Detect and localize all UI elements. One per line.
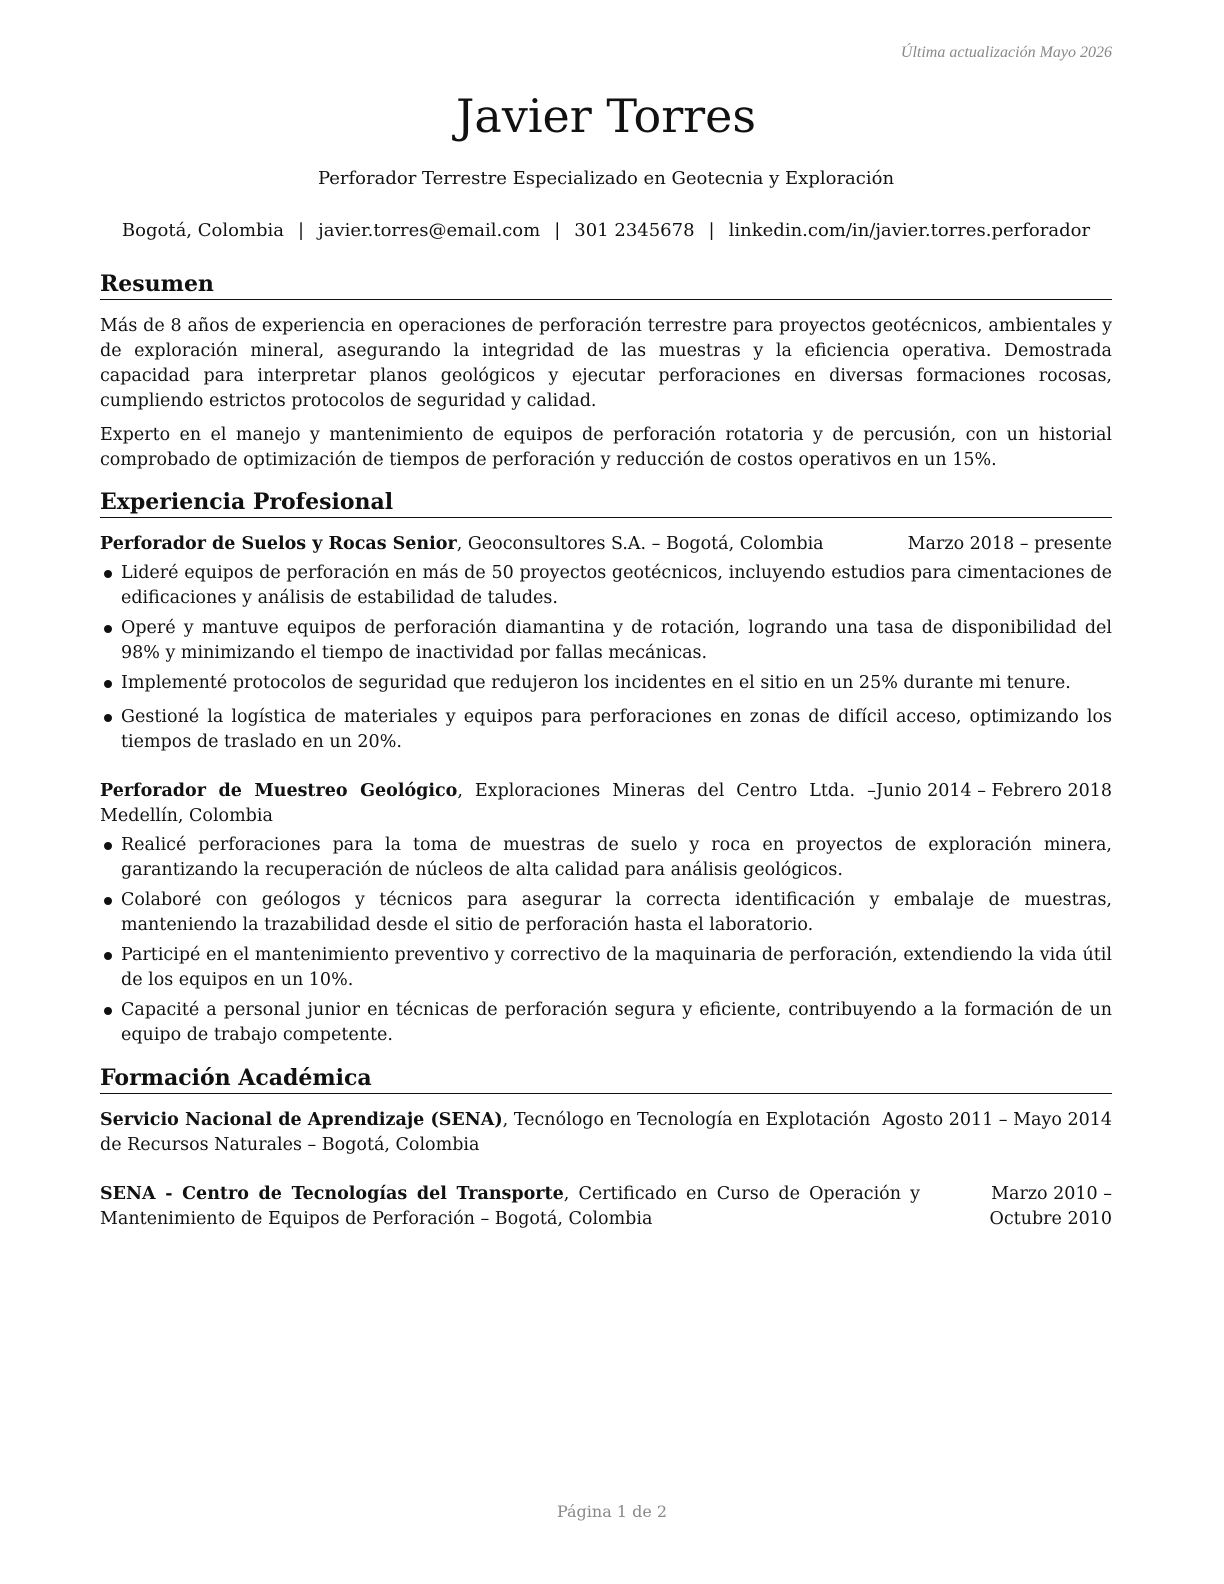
bullet-item [100,671,1112,696]
experience-section [100,488,1112,1048]
contact-location: Bogotá, Colombia [121,220,285,241]
job-dates: Junio 2014 – Febrero 2018 [875,781,1112,801]
candidate-name: Javier Torres [455,89,756,143]
bullet-icon [104,714,112,722]
bullet-item [100,833,1112,883]
bullet-icon [104,680,112,688]
bullet-icon [104,897,112,905]
section-title-education: Formación Académica [100,1064,1112,1094]
bullet-item [100,998,1112,1048]
bullet-item [100,943,1112,993]
bullet-text: Colaboré con geólogos y técnicos para asegurar la correcta identificación y embalaje de muestras, manteniendo la trazabilidad desde el sitio de perforación hasta el laboratorio. [121,890,1112,935]
contact-line [100,219,1112,243]
summary-paragraph: Experto en el manejo y mantenimiento de equipos de perforación rotatoria y de percusión, con un historial comprobado de optimización de tiempos de perforación y reducción de costos operativos en un 15%. [100,425,1112,470]
bullet-text: Realicé perforaciones para la toma de muestras de suelo y roca en proyectos de exploración minera, garantizando la recuperación de núcleos de alta calidad para análisis geológicos. [121,835,1112,880]
job-dates: Marzo 2018 – presente [907,534,1112,554]
bullet-item [100,561,1112,611]
section-title-summary: Resumen [100,270,1112,300]
separator: | [708,220,715,241]
separator: | [298,220,305,241]
summary-paragraph: Más de 8 años de experiencia en operaciones de perforación terrestre para proyectos geotécnicos, ambientales y de exploración mineral, asegurando la integridad de las muestras y la eficiencia operativa. Demostrada capacidad para interpretar planos geológicos y ejecutar perforaciones en diversas formaciones rocosas, cumpliendo estrictos protocolos de seguridad y calidad. [100,316,1112,411]
education-institution: SENA - Centro de Tecnologías del Transporte [100,1184,564,1204]
summary-section [100,270,1112,473]
bullet-text: Implementé protocolos de seguridad que redujeron los incidentes en el sitio en un 25% durante mi tenure. [121,673,1071,693]
headline: Perforador Terrestre Especializado en Geotecnia y Exploración [317,168,895,189]
bullet-icon [104,1007,112,1015]
bullet-icon [104,570,112,578]
education-detail: , Tecnólogo en Tecnología en Explotación de Recursos Naturales – Bogotá, Colombia [100,1110,871,1155]
page-number: Página 1 de 2 [556,1502,668,1521]
education-entry [100,1182,1112,1232]
education-detail: , Certificado en Curso de Operación y Mantenimiento de Equipos de Perforación – Bogotá, Colombia [100,1184,920,1229]
bullet-item [100,616,1112,666]
job-entry [100,779,1112,1048]
last-updated: Última actualización Mayo 2026 [900,44,1112,61]
job-role: Perforador de Muestreo Geológico [100,781,458,801]
bullet-text: Participé en el mantenimiento preventivo y correctivo de la maquinaria de perforación, extendiendo la vida útil de los equipos en un 10%. [121,945,1112,990]
bullet-text: Gestioné la logística de materiales y equipos para perforaciones en zonas de difícil acceso, optimizando los tiempos de traslado en un 20%. [121,707,1112,752]
job-role: Perforador de Suelos y Rocas Senior [100,534,457,554]
bullet-item [100,705,1112,755]
job-header [100,779,1112,829]
contact-linkedin[interactable]: linkedin.com/in/javier.torres.perforador [728,220,1091,241]
bullet-text: Operé y mantuve equipos de perforación diamantina y de rotación, logrando una tasa de disponibilidad del 98% y minimizando el tiempo de inactividad por fallas mecánicas. [121,618,1112,663]
job-bullets [100,561,1112,755]
job-bullets [100,833,1112,1048]
job-entry [100,532,1112,755]
job-company: , Geoconsultores S.A. – Bogotá, Colombia [456,534,824,554]
education-section [100,1064,1112,1232]
bullet-item [100,888,1112,938]
contact-email[interactable]: javier.torres@email.com [318,220,541,241]
education-institution: Servicio Nacional de Aprendizaje (SENA) [100,1110,503,1130]
bullet-icon [104,625,112,633]
job-header [100,532,1112,557]
bullet-icon [104,952,112,960]
bullet-text: Capacité a personal junior en técnicas de perforación segura y eficiente, contribuyendo a la formación de un equipo de trabajo competente. [121,1000,1112,1045]
education-dates: Agosto 2011 – Mayo 2014 [882,1110,1112,1130]
education-entry [100,1108,1112,1158]
bullet-icon [104,842,112,850]
job-company: , Exploraciones Mineras del Centro Ltda. – Medellín, Colombia [100,781,876,826]
section-title-experience: Experiencia Profesional [100,488,1112,518]
contact-phone: 301 2345678 [574,220,695,241]
separator: | [554,220,561,241]
education-dates: Marzo 2010 – Octubre 2010 [989,1184,1112,1229]
bullet-text: Lideré equipos de perforación en más de 50 proyectos geotécnicos, incluyendo estudios para cimentaciones de edificaciones y análisis de estabilidad de taludes. [121,563,1112,608]
